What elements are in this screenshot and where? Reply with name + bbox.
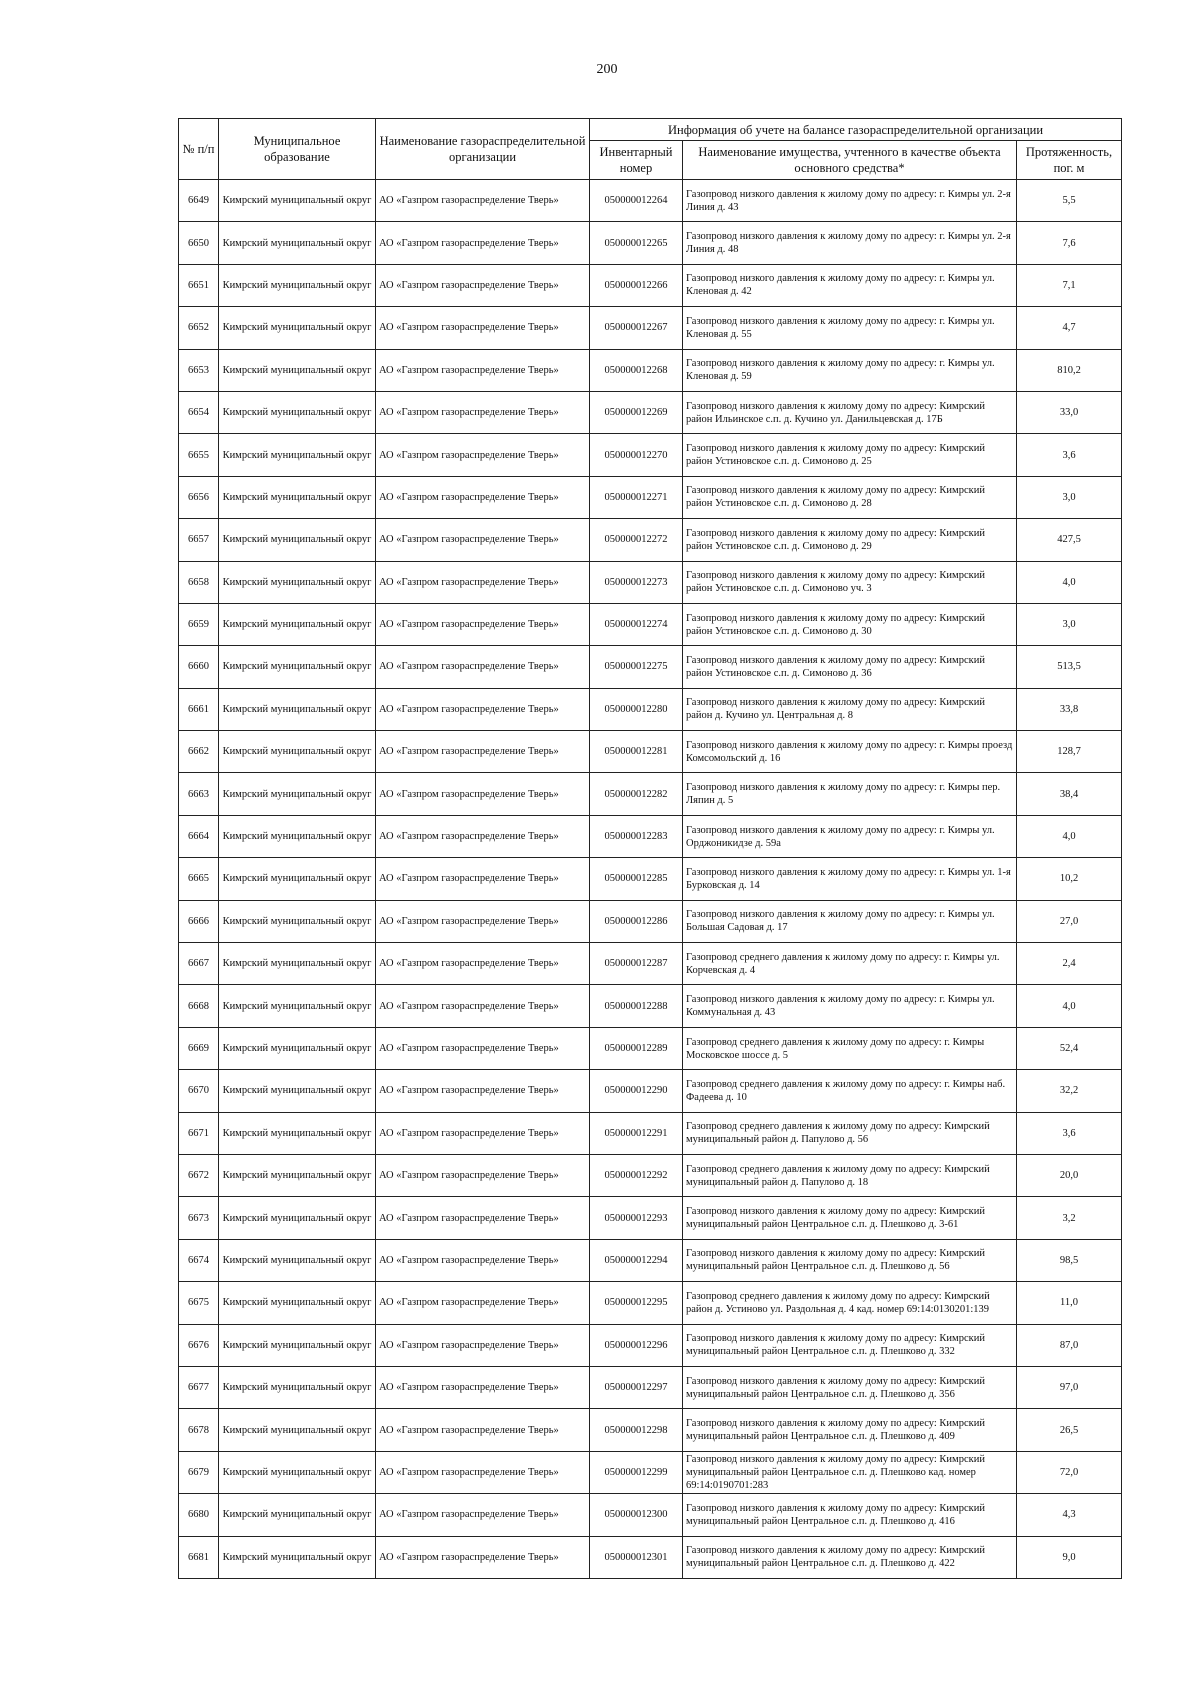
row-number: 6675 bbox=[179, 1282, 219, 1324]
length-cell: 11,0 bbox=[1017, 1282, 1122, 1324]
length-cell: 513,5 bbox=[1017, 646, 1122, 688]
table-row bbox=[179, 1027, 1122, 1069]
table-row bbox=[179, 646, 1122, 688]
table-row bbox=[179, 434, 1122, 476]
organization-cell: АО «Газпром газораспределение Тверь» bbox=[376, 264, 590, 306]
inventory-number-cell: 050000012271 bbox=[590, 476, 683, 518]
inventory-number-cell: 050000012265 bbox=[590, 222, 683, 264]
table-row bbox=[179, 1536, 1122, 1578]
organization-cell: АО «Газпром газораспределение Тверь» bbox=[376, 519, 590, 561]
length-cell: 7,1 bbox=[1017, 264, 1122, 306]
length-cell: 3,0 bbox=[1017, 476, 1122, 518]
municipality-cell: Кимрский муниципальный округ bbox=[219, 1324, 376, 1366]
inventory-number-cell: 050000012264 bbox=[590, 180, 683, 222]
inventory-number-cell: 050000012273 bbox=[590, 561, 683, 603]
municipality-cell: Кимрский муниципальный округ bbox=[219, 349, 376, 391]
table-row bbox=[179, 1154, 1122, 1196]
table-row bbox=[179, 1494, 1122, 1536]
length-cell: 2,4 bbox=[1017, 943, 1122, 985]
table-row bbox=[179, 943, 1122, 985]
municipality-cell: Кимрский муниципальный округ bbox=[219, 1536, 376, 1578]
length-cell: 87,0 bbox=[1017, 1324, 1122, 1366]
length-cell: 32,2 bbox=[1017, 1070, 1122, 1112]
organization-cell: АО «Газпром газораспределение Тверь» bbox=[376, 646, 590, 688]
length-cell: 7,6 bbox=[1017, 222, 1122, 264]
inventory-number-cell: 050000012270 bbox=[590, 434, 683, 476]
asset-name-cell: Газопровод низкого давления к жилому дому по адресу: г. Кимры ул. Большая Садовая д. 17 bbox=[683, 900, 1017, 942]
asset-name-cell: Газопровод низкого давления к жилому дому по адресу: Кимрский муниципальный район Центральное с.п. д. Плешково д. 422 bbox=[683, 1536, 1017, 1578]
asset-name-cell: Газопровод низкого давления к жилому дому по адресу: Кимрский муниципальный район Центральное с.п. д. Плешково д. 56 bbox=[683, 1239, 1017, 1281]
organization-cell: АО «Газпром газораспределение Тверь» bbox=[376, 476, 590, 518]
length-cell: 52,4 bbox=[1017, 1027, 1122, 1069]
row-number: 6662 bbox=[179, 731, 219, 773]
asset-name-cell: Газопровод низкого давления к жилому дому по адресу: г. Кимры ул. 1-я Бурковская д. 14 bbox=[683, 858, 1017, 900]
asset-name-cell: Газопровод низкого давления к жилому дому по адресу: г. Кимры ул. Кленовая д. 55 bbox=[683, 307, 1017, 349]
table-row bbox=[179, 307, 1122, 349]
asset-name-cell: Газопровод среднего давления к жилому дому по адресу: Кимрский муниципальный район д. Папулово д. 56 bbox=[683, 1112, 1017, 1154]
organization-cell: АО «Газпром газораспределение Тверь» bbox=[376, 731, 590, 773]
table-row bbox=[179, 1324, 1122, 1366]
inventory-number-cell: 050000012288 bbox=[590, 985, 683, 1027]
asset-name-cell: Газопровод низкого давления к жилому дому по адресу: Кимрский район Устиновское с.п. д. Симоново уч. 3 bbox=[683, 561, 1017, 603]
organization-cell: АО «Газпром газораспределение Тверь» bbox=[376, 603, 590, 645]
table-row bbox=[179, 519, 1122, 561]
organization-cell: АО «Газпром газораспределение Тверь» bbox=[376, 1536, 590, 1578]
row-number: 6668 bbox=[179, 985, 219, 1027]
row-number: 6673 bbox=[179, 1197, 219, 1239]
length-cell: 4,7 bbox=[1017, 307, 1122, 349]
length-cell: 26,5 bbox=[1017, 1409, 1122, 1451]
asset-name-cell: Газопровод среднего давления к жилому дому по адресу: Кимрский район д. Устиново ул. Раздольная д. 4 кад. номер 69:14:0130201:139 bbox=[683, 1282, 1017, 1324]
organization-cell: АО «Газпром газораспределение Тверь» bbox=[376, 815, 590, 857]
length-cell: 38,4 bbox=[1017, 773, 1122, 815]
inventory-number-cell: 050000012293 bbox=[590, 1197, 683, 1239]
header-num: № п/п bbox=[179, 119, 219, 180]
length-cell: 4,0 bbox=[1017, 815, 1122, 857]
table-row bbox=[179, 900, 1122, 942]
inventory-number-cell: 050000012292 bbox=[590, 1154, 683, 1196]
inventory-number-cell: 050000012282 bbox=[590, 773, 683, 815]
municipality-cell: Кимрский муниципальный округ bbox=[219, 180, 376, 222]
row-number: 6650 bbox=[179, 222, 219, 264]
municipality-cell: Кимрский муниципальный округ bbox=[219, 1239, 376, 1281]
table-row bbox=[179, 858, 1122, 900]
municipality-cell: Кимрский муниципальный округ bbox=[219, 561, 376, 603]
inventory-number-cell: 050000012266 bbox=[590, 264, 683, 306]
row-number: 6665 bbox=[179, 858, 219, 900]
organization-cell: АО «Газпром газораспределение Тверь» bbox=[376, 1366, 590, 1408]
row-number: 6657 bbox=[179, 519, 219, 561]
inventory-number-cell: 050000012283 bbox=[590, 815, 683, 857]
table-row bbox=[179, 180, 1122, 222]
table-row bbox=[179, 222, 1122, 264]
municipality-cell: Кимрский муниципальный округ bbox=[219, 1197, 376, 1239]
asset-name-cell: Газопровод низкого давления к жилому дому по адресу: г. Кимры ул. Коммунальная д. 43 bbox=[683, 985, 1017, 1027]
table-row bbox=[179, 476, 1122, 518]
inventory-number-cell: 050000012285 bbox=[590, 858, 683, 900]
length-cell: 9,0 bbox=[1017, 1536, 1122, 1578]
organization-cell: АО «Газпром газораспределение Тверь» bbox=[376, 222, 590, 264]
table-row bbox=[179, 561, 1122, 603]
municipality-cell: Кимрский муниципальный округ bbox=[219, 264, 376, 306]
organization-cell: АО «Газпром газораспределение Тверь» bbox=[376, 1070, 590, 1112]
length-cell: 4,0 bbox=[1017, 561, 1122, 603]
length-cell: 97,0 bbox=[1017, 1366, 1122, 1408]
organization-cell: АО «Газпром газораспределение Тверь» bbox=[376, 307, 590, 349]
organization-cell: АО «Газпром газораспределение Тверь» bbox=[376, 1027, 590, 1069]
organization-cell: АО «Газпром газораспределение Тверь» bbox=[376, 1197, 590, 1239]
asset-name-cell: Газопровод низкого давления к жилому дому по адресу: г. Кимры ул. Кленовая д. 59 bbox=[683, 349, 1017, 391]
header-asset: Наименование имущества, учтенного в качестве объекта основного средства* bbox=[683, 141, 1017, 180]
asset-name-cell: Газопровод низкого давления к жилому дому по адресу: Кимрский район Устиновское с.п. д. Симоново д. 36 bbox=[683, 646, 1017, 688]
organization-cell: АО «Газпром газораспределение Тверь» bbox=[376, 900, 590, 942]
header-balance-group: Информация об учете на балансе газораспределительной организации bbox=[590, 119, 1122, 141]
header-inventory: Инвентарный номер bbox=[590, 141, 683, 180]
municipality-cell: Кимрский муниципальный округ bbox=[219, 222, 376, 264]
length-cell: 33,8 bbox=[1017, 688, 1122, 730]
asset-name-cell: Газопровод низкого давления к жилому дому по адресу: Кимрский муниципальный район Центральное с.п. д. Плешково д. 409 bbox=[683, 1409, 1017, 1451]
municipality-cell: Кимрский муниципальный округ bbox=[219, 943, 376, 985]
municipality-cell: Кимрский муниципальный округ bbox=[219, 476, 376, 518]
inventory-number-cell: 050000012287 bbox=[590, 943, 683, 985]
municipality-cell: Кимрский муниципальный округ bbox=[219, 815, 376, 857]
organization-cell: АО «Газпром газораспределение Тверь» bbox=[376, 1239, 590, 1281]
municipality-cell: Кимрский муниципальный округ bbox=[219, 1409, 376, 1451]
municipality-cell: Кимрский муниципальный округ bbox=[219, 1154, 376, 1196]
inventory-number-cell: 050000012299 bbox=[590, 1451, 683, 1493]
organization-cell: АО «Газпром газораспределение Тверь» bbox=[376, 1282, 590, 1324]
inventory-number-cell: 050000012281 bbox=[590, 731, 683, 773]
table-header bbox=[179, 119, 1122, 180]
organization-cell: АО «Газпром газораспределение Тверь» bbox=[376, 1324, 590, 1366]
length-cell: 27,0 bbox=[1017, 900, 1122, 942]
table-body bbox=[179, 180, 1122, 1579]
length-cell: 3,0 bbox=[1017, 603, 1122, 645]
length-cell: 5,5 bbox=[1017, 180, 1122, 222]
length-cell: 3,6 bbox=[1017, 434, 1122, 476]
asset-name-cell: Газопровод низкого давления к жилому дому по адресу: Кимрский район Устиновское с.п. д. Симоново д. 28 bbox=[683, 476, 1017, 518]
organization-cell: АО «Газпром газораспределение Тверь» bbox=[376, 391, 590, 433]
organization-cell: АО «Газпром газораспределение Тверь» bbox=[376, 561, 590, 603]
asset-name-cell: Газопровод низкого давления к жилому дому по адресу: г. Кимры ул. Кленовая д. 42 bbox=[683, 264, 1017, 306]
inventory-number-cell: 050000012295 bbox=[590, 1282, 683, 1324]
inventory-number-cell: 050000012294 bbox=[590, 1239, 683, 1281]
table-row bbox=[179, 731, 1122, 773]
asset-name-cell: Газопровод низкого давления к жилому дому по адресу: Кимрский муниципальный район Центральное с.п. д. Плешково кад. номер 69:14:0190701:283 bbox=[683, 1451, 1017, 1493]
asset-name-cell: Газопровод низкого давления к жилому дому по адресу: Кимрский муниципальный район Центральное с.п. д. Плешково д. 332 bbox=[683, 1324, 1017, 1366]
organization-cell: АО «Газпром газораспределение Тверь» bbox=[376, 180, 590, 222]
length-cell: 3,6 bbox=[1017, 1112, 1122, 1154]
municipality-cell: Кимрский муниципальный округ bbox=[219, 1027, 376, 1069]
row-number: 6659 bbox=[179, 603, 219, 645]
asset-name-cell: Газопровод низкого давления к жилому дому по адресу: Кимрский район Устиновское с.п. д. Симоново д. 29 bbox=[683, 519, 1017, 561]
municipality-cell: Кимрский муниципальный округ bbox=[219, 1494, 376, 1536]
length-cell: 4,0 bbox=[1017, 985, 1122, 1027]
row-number: 6679 bbox=[179, 1451, 219, 1493]
asset-name-cell: Газопровод среднего давления к жилому дому по адресу: г. Кимры ул. Корчевская д. 4 bbox=[683, 943, 1017, 985]
organization-cell: АО «Газпром газораспределение Тверь» bbox=[376, 1409, 590, 1451]
municipality-cell: Кимрский муниципальный округ bbox=[219, 900, 376, 942]
municipality-cell: Кимрский муниципальный округ bbox=[219, 519, 376, 561]
inventory-number-cell: 050000012275 bbox=[590, 646, 683, 688]
table-row bbox=[179, 773, 1122, 815]
asset-name-cell: Газопровод низкого давления к жилому дому по адресу: г. Кимры ул. 2-я Линия д. 48 bbox=[683, 222, 1017, 264]
organization-cell: АО «Газпром газораспределение Тверь» bbox=[376, 943, 590, 985]
organization-cell: АО «Газпром газораспределение Тверь» bbox=[376, 1494, 590, 1536]
asset-name-cell: Газопровод низкого давления к жилому дому по адресу: Кимрский муниципальный район Центральное с.п. д. Плешково д. 3-61 bbox=[683, 1197, 1017, 1239]
row-number: 6649 bbox=[179, 180, 219, 222]
municipality-cell: Кимрский муниципальный округ bbox=[219, 434, 376, 476]
length-cell: 128,7 bbox=[1017, 731, 1122, 773]
inventory-number-cell: 050000012274 bbox=[590, 603, 683, 645]
row-number: 6680 bbox=[179, 1494, 219, 1536]
row-number: 6651 bbox=[179, 264, 219, 306]
header-organization: Наименование газораспределительной организации bbox=[376, 119, 590, 180]
row-number: 6664 bbox=[179, 815, 219, 857]
length-cell: 72,0 bbox=[1017, 1451, 1122, 1493]
inventory-number-cell: 050000012272 bbox=[590, 519, 683, 561]
row-number: 6656 bbox=[179, 476, 219, 518]
row-number: 6663 bbox=[179, 773, 219, 815]
asset-name-cell: Газопровод низкого давления к жилому дому по адресу: г. Кимры ул. Орджоникидзе д. 59а bbox=[683, 815, 1017, 857]
municipality-cell: Кимрский муниципальный округ bbox=[219, 1112, 376, 1154]
row-number: 6678 bbox=[179, 1409, 219, 1451]
asset-name-cell: Газопровод среднего давления к жилому дому по адресу: г. Кимры наб. Фадеева д. 10 bbox=[683, 1070, 1017, 1112]
row-number: 6681 bbox=[179, 1536, 219, 1578]
organization-cell: АО «Газпром газораспределение Тверь» bbox=[376, 688, 590, 730]
asset-name-cell: Газопровод низкого давления к жилому дому по адресу: г. Кимры пер. Ляпин д. 5 bbox=[683, 773, 1017, 815]
row-number: 6655 bbox=[179, 434, 219, 476]
organization-cell: АО «Газпром газораспределение Тверь» bbox=[376, 349, 590, 391]
asset-name-cell: Газопровод низкого давления к жилому дому по адресу: г. Кимры ул. 2-я Линия д. 43 bbox=[683, 180, 1017, 222]
row-number: 6670 bbox=[179, 1070, 219, 1112]
inventory-number-cell: 050000012300 bbox=[590, 1494, 683, 1536]
municipality-cell: Кимрский муниципальный округ bbox=[219, 985, 376, 1027]
table-row bbox=[179, 349, 1122, 391]
length-cell: 20,0 bbox=[1017, 1154, 1122, 1196]
organization-cell: АО «Газпром газораспределение Тверь» bbox=[376, 858, 590, 900]
row-number: 6654 bbox=[179, 391, 219, 433]
row-number: 6669 bbox=[179, 1027, 219, 1069]
table-row bbox=[179, 1451, 1122, 1493]
asset-name-cell: Газопровод низкого давления к жилому дому по адресу: Кимрский муниципальный район Центральное с.п. д. Плешково д. 416 bbox=[683, 1494, 1017, 1536]
row-number: 6666 bbox=[179, 900, 219, 942]
table-row bbox=[179, 815, 1122, 857]
row-number: 6653 bbox=[179, 349, 219, 391]
municipality-cell: Кимрский муниципальный округ bbox=[219, 731, 376, 773]
row-number: 6667 bbox=[179, 943, 219, 985]
table-row bbox=[179, 1070, 1122, 1112]
length-cell: 98,5 bbox=[1017, 1239, 1122, 1281]
municipality-cell: Кимрский муниципальный округ bbox=[219, 603, 376, 645]
organization-cell: АО «Газпром газораспределение Тверь» bbox=[376, 1154, 590, 1196]
asset-name-cell: Газопровод низкого давления к жилому дому по адресу: Кимрский муниципальный район Центральное с.п. д. Плешково д. 356 bbox=[683, 1366, 1017, 1408]
asset-name-cell: Газопровод низкого давления к жилому дому по адресу: Кимрский район Устиновское с.п. д. Симоново д. 30 bbox=[683, 603, 1017, 645]
asset-name-cell: Газопровод среднего давления к жилому дому по адресу: Кимрский муниципальный район д. Папулово д. 18 bbox=[683, 1154, 1017, 1196]
table-row bbox=[179, 391, 1122, 433]
municipality-cell: Кимрский муниципальный округ bbox=[219, 1366, 376, 1408]
inventory-number-cell: 050000012269 bbox=[590, 391, 683, 433]
row-number: 6676 bbox=[179, 1324, 219, 1366]
organization-cell: АО «Газпром газораспределение Тверь» bbox=[376, 434, 590, 476]
municipality-cell: Кимрский муниципальный округ bbox=[219, 773, 376, 815]
organization-cell: АО «Газпром газораспределение Тверь» bbox=[376, 1451, 590, 1493]
inventory-number-cell: 050000012298 bbox=[590, 1409, 683, 1451]
table-row bbox=[179, 1239, 1122, 1281]
row-number: 6672 bbox=[179, 1154, 219, 1196]
asset-name-cell: Газопровод низкого давления к жилому дому по адресу: г. Кимры проезд Комсомольский д. 16 bbox=[683, 731, 1017, 773]
asset-name-cell: Газопровод низкого давления к жилому дому по адресу: Кимрский район Ильинское с.п. д. Кучино ул. Данильцевская д. 17Б bbox=[683, 391, 1017, 433]
asset-name-cell: Газопровод низкого давления к жилому дому по адресу: Кимрский район д. Кучино ул. Центральная д. 8 bbox=[683, 688, 1017, 730]
municipality-cell: Кимрский муниципальный округ bbox=[219, 646, 376, 688]
row-number: 6674 bbox=[179, 1239, 219, 1281]
table-row bbox=[179, 688, 1122, 730]
row-number: 6660 bbox=[179, 646, 219, 688]
row-number: 6671 bbox=[179, 1112, 219, 1154]
organization-cell: АО «Газпром газораспределение Тверь» bbox=[376, 1112, 590, 1154]
table-row bbox=[179, 1366, 1122, 1408]
inventory-number-cell: 050000012267 bbox=[590, 307, 683, 349]
length-cell: 33,0 bbox=[1017, 391, 1122, 433]
table-row bbox=[179, 1112, 1122, 1154]
row-number: 6652 bbox=[179, 307, 219, 349]
inventory-number-cell: 050000012286 bbox=[590, 900, 683, 942]
asset-name-cell: Газопровод среднего давления к жилому дому по адресу: г. Кимры Московское шоссе д. 5 bbox=[683, 1027, 1017, 1069]
length-cell: 810,2 bbox=[1017, 349, 1122, 391]
municipality-cell: Кимрский муниципальный округ bbox=[219, 688, 376, 730]
inventory-number-cell: 050000012289 bbox=[590, 1027, 683, 1069]
table-row bbox=[179, 264, 1122, 306]
header-length: Протяженность, пог. м bbox=[1017, 141, 1122, 180]
municipality-cell: Кимрский муниципальный округ bbox=[219, 858, 376, 900]
page-number: 200 bbox=[596, 62, 618, 77]
inventory-number-cell: 050000012297 bbox=[590, 1366, 683, 1408]
inventory-number-cell: 050000012296 bbox=[590, 1324, 683, 1366]
organization-cell: АО «Газпром газораспределение Тверь» bbox=[376, 773, 590, 815]
municipality-cell: Кимрский муниципальный округ bbox=[219, 1070, 376, 1112]
table-row bbox=[179, 1282, 1122, 1324]
header-municipality: Муниципальное образование bbox=[219, 119, 376, 180]
length-cell: 3,2 bbox=[1017, 1197, 1122, 1239]
inventory-number-cell: 050000012290 bbox=[590, 1070, 683, 1112]
inventory-number-cell: 050000012280 bbox=[590, 688, 683, 730]
municipality-cell: Кимрский муниципальный округ bbox=[219, 1282, 376, 1324]
table-row bbox=[179, 603, 1122, 645]
table-row bbox=[179, 1409, 1122, 1451]
asset-name-cell: Газопровод низкого давления к жилому дому по адресу: Кимрский район Устиновское с.п. д. Симоново д. 25 bbox=[683, 434, 1017, 476]
organization-cell: АО «Газпром газораспределение Тверь» bbox=[376, 985, 590, 1027]
table-row bbox=[179, 985, 1122, 1027]
table-row bbox=[179, 1197, 1122, 1239]
inventory-number-cell: 050000012268 bbox=[590, 349, 683, 391]
gas-pipeline-registry-table bbox=[178, 118, 1122, 1579]
row-number: 6677 bbox=[179, 1366, 219, 1408]
length-cell: 10,2 bbox=[1017, 858, 1122, 900]
length-cell: 427,5 bbox=[1017, 519, 1122, 561]
inventory-number-cell: 050000012291 bbox=[590, 1112, 683, 1154]
municipality-cell: Кимрский муниципальный округ bbox=[219, 1451, 376, 1493]
municipality-cell: Кимрский муниципальный округ bbox=[219, 391, 376, 433]
length-cell: 4,3 bbox=[1017, 1494, 1122, 1536]
inventory-number-cell: 050000012301 bbox=[590, 1536, 683, 1578]
row-number: 6661 bbox=[179, 688, 219, 730]
municipality-cell: Кимрский муниципальный округ bbox=[219, 307, 376, 349]
row-number: 6658 bbox=[179, 561, 219, 603]
